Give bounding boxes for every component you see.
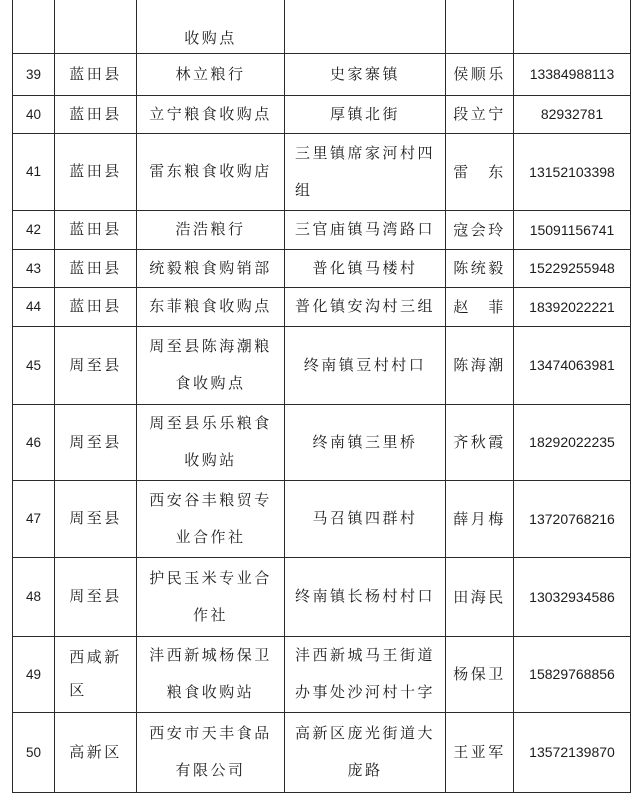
cell-address [285,210,446,249]
cell-text: 47 [25,511,42,526]
cell-address [285,557,446,636]
cell-text [55,96,136,133]
cell-text [295,135,435,209]
cell-text [137,715,284,789]
cell-line: 食收购点 [175,374,246,392]
cell-county [55,480,137,557]
cell-text [137,560,284,634]
cell-text: 49 [25,666,42,682]
cell-phone [514,480,631,557]
cell-line: 沣西新城马王街道 [294,646,435,664]
cell-text [285,500,445,537]
table-row [13,557,631,636]
cell-text: 13152103398 [529,163,615,180]
cell-text [137,405,284,479]
cell-text: 18292022235 [529,434,615,450]
cell-phone [514,95,631,133]
cell-text [137,23,284,53]
cell-text [285,424,445,461]
table-row [13,712,631,792]
cell-contact [446,287,514,326]
cell-text [55,153,136,190]
cell-line: 蓝田县 [69,162,122,180]
table-row [13,53,631,95]
cell-name [137,210,285,249]
cell-line: 终南镇豆村村口 [303,355,427,374]
cell-text [137,482,284,556]
cell-line: 周至县陈海潮粮 [149,337,272,355]
cell-text [285,211,445,248]
cell-text: 50 [25,744,42,760]
cell-text: 15829768856 [529,666,615,682]
cell-phone [514,287,631,326]
cell-line: 收购点 [184,28,237,47]
table-row [13,404,631,480]
cell-text: 43 [25,260,42,276]
cell-no [13,210,55,249]
cell-line: 蓝田县 [69,258,122,277]
cell-text: 田海民 [453,587,506,606]
cell-name [137,0,285,53]
cell-text: 薛月梅 [453,509,506,528]
cell-text: 46 [25,434,42,450]
cell-text: 82932781 [540,106,604,122]
cell-no [13,404,55,480]
cell-line: 浩浩粮行 [175,220,246,238]
cell-text [55,250,136,287]
cell-name [137,53,285,95]
cell-contact [446,326,514,404]
cell-text: 侯顺乐 [453,65,506,83]
cell-text [285,288,445,325]
cell-text [137,250,284,287]
cell-line: 林立粮行 [175,64,246,83]
cell-line: 护民玉米专业合 [149,568,272,587]
cell-address [285,249,446,287]
cell-text: 13474063981 [529,357,615,373]
cell-county [55,133,137,210]
cell-no [13,53,55,95]
cell-text [285,637,445,711]
cell-no [13,636,55,712]
cell-phone [514,133,631,210]
cell-line: 周至县 [69,587,122,605]
table-row [13,95,631,133]
cell-county [55,95,137,133]
cell-line: 周至县乐乐粮食 [149,414,272,432]
cell-name [137,404,285,480]
cell-text: 44 [25,299,42,314]
cell-text [285,578,445,615]
cell-text: 段立宁 [453,105,506,123]
cell-line: 业合作社 [175,527,246,546]
cell-line: 收购站 [184,451,237,469]
cell-line: 粮食收购站 [166,683,255,701]
cell-text: 48 [25,589,42,604]
cell-line: 周至县 [69,509,122,527]
cell-address [285,326,446,404]
cell-text: 陈海潮 [453,356,506,374]
cell-text: 13032934586 [529,588,615,605]
cell-name [137,712,285,792]
cell-county [55,636,137,712]
cell-text: 寇会玲 [453,220,506,239]
cell-text: 42 [25,222,42,237]
cell-line: 马召镇四群村 [312,509,418,527]
cell-text [55,288,136,325]
cell-name [137,249,285,287]
cell-line: 三里镇席家河村四 [294,143,435,162]
cell-text [137,637,284,711]
cell-line: 蓝田县 [69,297,122,315]
cell-county [55,249,137,287]
cell-text [137,153,284,190]
table-body [13,0,631,792]
cell-name [137,287,285,326]
table-row [13,636,631,712]
cell-contact [446,210,514,249]
cell-line: 周至县 [69,355,122,374]
cell-no [13,0,55,53]
cell-no [13,326,55,404]
cell-text [55,347,136,384]
cell-address [285,0,446,53]
cell-line: 办事处沙河村十字 [294,683,435,701]
cell-line: 周至县 [69,432,122,451]
cell-contact [446,404,514,480]
cell-text: 15229255948 [529,260,615,276]
cell-line: 高新区 [69,742,122,761]
cell-line: 史家寨镇 [329,64,400,83]
cell-county [55,404,137,480]
cell-no [13,557,55,636]
cell-text [55,500,136,537]
cell-phone [514,53,631,95]
cell-text [285,250,445,287]
cell-text: 王亚军 [453,743,506,761]
cell-text [137,288,284,325]
cell-line: 终南镇长杨村村口 [294,587,435,605]
cell-text: 15091156741 [529,221,615,238]
table-row [13,480,631,557]
cell-phone [514,557,631,636]
cell-contact [446,712,514,792]
cell-text: 40 [25,106,42,122]
cell-address [285,287,446,326]
cell-name [137,326,285,404]
cell-line: 组 [294,180,313,199]
cell-text: 杨保卫 [453,665,506,683]
cell-text [285,347,445,384]
table-row [13,133,631,210]
cell-address [285,404,446,480]
cell-no [13,712,55,792]
cell-phone [514,404,631,480]
table-row [13,0,631,53]
cell-line: 三官庙镇马湾路口 [294,220,435,238]
cell-contact [446,53,514,95]
cell-contact [446,480,514,557]
table-row [13,287,631,326]
cell-county [55,326,137,404]
cell-text: 45 [25,357,42,373]
cell-name [137,133,285,210]
cell-county [55,210,137,249]
cell-county [55,287,137,326]
cell-no [13,95,55,133]
cell-text: 41 [25,164,42,179]
cell-contact [446,557,514,636]
cell-phone [514,210,631,249]
cell-county [55,53,137,95]
cell-line: 庞路 [347,761,383,779]
cell-text [69,641,122,707]
cell-phone [514,0,631,53]
cell-line: 普化镇马楼村 [312,258,418,277]
cell-line: 雷东粮食收购店 [149,162,272,180]
table-row [13,326,631,404]
cell-line: 西安谷丰粮贸专 [149,490,272,509]
cell-line: 东菲粮食收购点 [149,297,272,315]
cell-address [285,95,446,133]
cell-phone [514,249,631,287]
cell-no [13,249,55,287]
cell-line: 蓝田县 [69,64,122,83]
cell-text [55,211,136,248]
cell-line: 区 [69,681,87,699]
cell-address [285,712,446,792]
cell-county [55,0,137,53]
cell-line: 蓝田县 [69,104,122,123]
cell-text: 雷 东 [453,162,506,181]
cell-line: 厚镇北街 [329,104,400,123]
cell-text [55,734,136,771]
cell-address [285,636,446,712]
cell-no [13,133,55,210]
cell-name [137,636,285,712]
cell-text: 13572139870 [529,744,615,760]
cell-text [137,56,284,93]
cell-phone [514,326,631,404]
cell-text [285,56,445,93]
cell-address [285,480,446,557]
cell-text [137,96,284,133]
cell-address [285,53,446,95]
cell-text [137,211,284,248]
cell-line: 统毅粮食购销部 [149,258,272,277]
cell-phone [514,636,631,712]
cell-text: 赵 菲 [453,297,506,316]
cell-address [285,133,446,210]
cell-text: 13384988113 [529,66,615,82]
cell-line: 立宁粮食收购点 [149,104,272,123]
cell-line: 有限公司 [175,761,246,779]
cell-text: 陈统毅 [453,259,506,277]
cell-text: 13720768216 [529,510,615,527]
cell-name [137,557,285,636]
cell-name [137,480,285,557]
cell-no [13,287,55,326]
cell-text [55,424,136,461]
cell-no [13,480,55,557]
cell-text [55,578,136,615]
cell-text [55,56,136,93]
cell-line: 沣西新城杨保卫 [149,646,272,664]
cell-line: 作社 [192,605,228,624]
cell-phone [514,712,631,792]
cell-contact [446,133,514,210]
cell-text [285,96,445,133]
cell-name [137,95,285,133]
cell-line: 高新区庞光街道大 [294,724,435,742]
cell-contact [446,249,514,287]
cell-line: 终南镇三里桥 [312,432,418,451]
cell-contact [446,636,514,712]
cell-text: 39 [25,66,42,82]
table-row [13,249,631,287]
cell-line: 西咸新 [69,648,122,666]
cell-text [137,328,284,402]
cell-county [55,712,137,792]
grain-purchase-table [12,0,631,793]
cell-county [55,557,137,636]
cell-text: 齐秋霞 [453,433,506,451]
cell-contact [446,95,514,133]
cell-line: 西安市天丰食品 [149,724,272,742]
cell-contact [446,0,514,53]
cell-line: 蓝田县 [69,220,122,238]
cell-line: 普化镇安沟村三组 [294,297,435,315]
cell-text: 18392022221 [529,298,615,315]
table-row [13,210,631,249]
cell-text [285,715,445,789]
